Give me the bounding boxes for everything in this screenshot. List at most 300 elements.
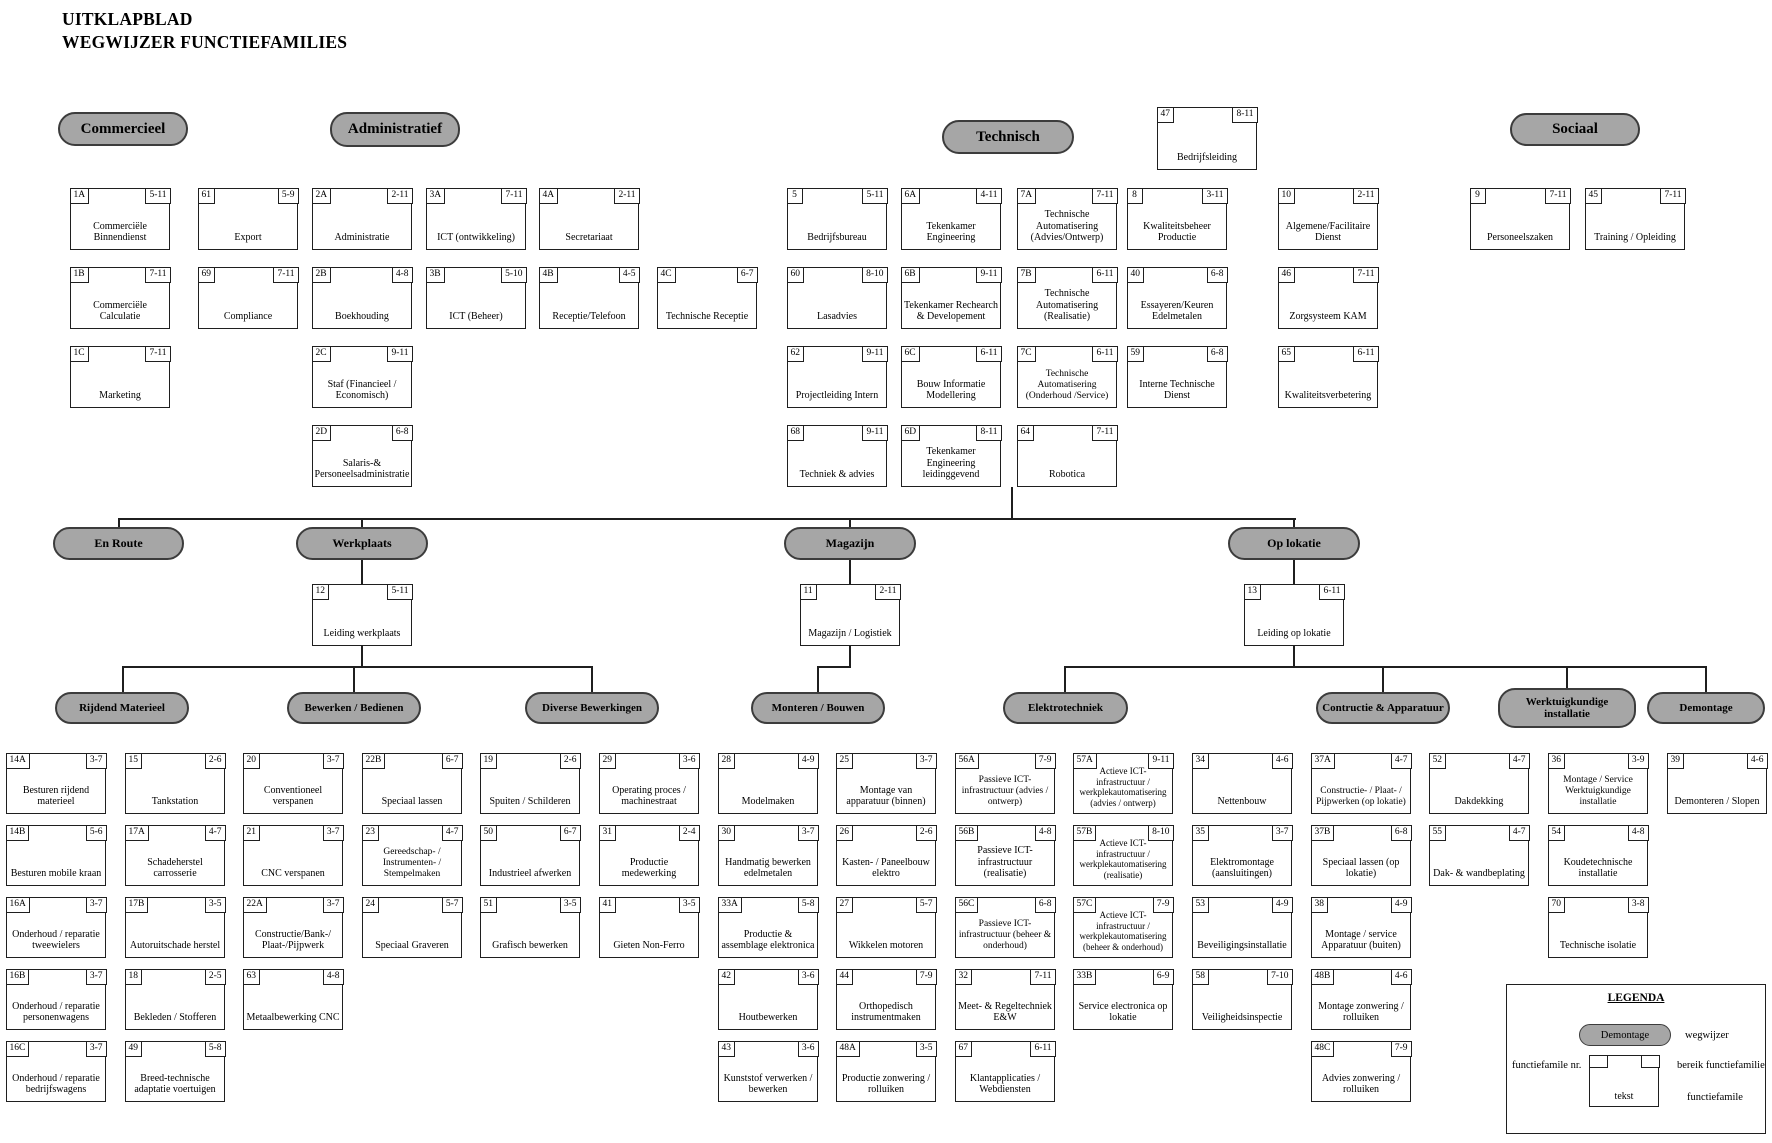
functiefamilie-label: Kwaliteitsverbetering [1284,390,1372,402]
functiefamilie-box-18 [125,969,225,1030]
functiefamilie-nr-tab: 36 [1548,753,1566,770]
functiefamilie-nr-tab: 7C [1017,346,1036,363]
functiefamilie-label: Tankstation [151,796,199,808]
bereik-functiefamilie-tab: 4-7 [205,825,226,842]
functiefamilie-box-68 [787,425,887,487]
connector-line [817,666,851,668]
functiefamilie-box-13 [1244,584,1344,646]
functiefamilie-box-1C [70,346,170,408]
functiefamilie-nr-tab: 22B [362,753,386,770]
functiefamilie-label: Onderhoud / reparatie bedrijfswagens [12,1072,100,1096]
functiefamilie-label: Klantapplicaties / Webdiensten [969,1072,1041,1096]
bereik-functiefamilie-tab: 8-10 [862,267,887,284]
functiefamilie-box-3B [426,267,526,329]
functiefamilie-box-34 [1192,753,1292,814]
functiefamilie-box-22A [243,897,343,958]
bereik-functiefamilie-tab: 4-5 [619,267,640,284]
bereik-functiefamilie-tab: 7-11 [1092,188,1117,205]
functiefamilie-nr-tab: 5 [787,188,803,205]
functiefamilie-box-42 [718,969,818,1030]
functiefamilie-nr-tab: 37B [1311,825,1335,842]
functiefamilie-nr-tab: 48C [1311,1041,1335,1058]
bereik-functiefamilie-tab: 2-5 [205,969,226,986]
bereik-functiefamilie-tab: 3-7 [798,825,819,842]
functiefamilie-label: ICT (Beheer) [449,311,503,323]
wegwijzer-elektrotechniek: Elektrotechniek [1003,692,1128,724]
page-title-line1: UITKLAPBLAD [62,9,193,29]
functiefamilie-label: Elektromontage (aansluitingen) [1210,856,1274,880]
functiefamilie-label: Bouw Informatie Modellering [916,378,986,402]
functiefamilie-label: Onderhoud / reparatie personenwagens [12,1000,100,1024]
bereik-functiefamilie-tab: 6-11 [1092,346,1117,363]
functiefamilie-nr-tab: 23 [362,825,380,842]
functiefamilie-label: Zorgsysteem KAM [1289,311,1367,323]
connector-line [849,646,851,668]
functiefamilie-box-67 [955,1041,1055,1102]
functiefamilie-label: Onderhoud / reparatie tweewielers [12,928,100,952]
functiefamilie-box-57C [1073,897,1173,958]
bereik-functiefamilie-tab: 2-11 [875,584,900,601]
bereik-functiefamilie-tab: 6-11 [1030,1041,1055,1058]
bereik-functiefamilie-tab: 5-6 [86,825,107,842]
bereik-functiefamilie-tab: 5-11 [387,584,412,601]
functiefamilie-box-31 [599,825,699,886]
wegwijzer-magazijn: Magazijn [784,527,916,560]
functiefamilie-box-1A [70,188,170,250]
bereik-functiefamilie-tab: 7-11 [145,346,170,363]
functiefamilie-label: Technische Automatisering (Advies/Ontwerp) [1030,209,1104,244]
bereik-functiefamilie-tab: 3-7 [323,825,344,842]
functiefamilie-nr-tab: 2B [312,267,331,284]
functiefamilie-nr-tab: 47 [1157,107,1175,124]
functiefamilie-box-17A [125,825,225,886]
functiefamilie-label: Training / Opleiding [1594,232,1676,244]
bereik-functiefamilie-tab: 4-11 [976,188,1001,205]
functiefamilie-box-56B [955,825,1055,886]
functiefamilie-label: Orthopedisch instrumentmaken [851,1000,921,1024]
functiefamilie-box-30 [718,825,818,886]
functiefamilie-box-54 [1548,825,1648,886]
functiefamilie-nr-tab: 56A [955,753,979,770]
wegwijzer-rijdend-materieel: Rijdend Materieel [55,692,189,724]
functiefamilie-nr-tab: 43 [718,1041,736,1058]
connector-line [122,668,124,692]
functiefamilie-box-7B [1017,267,1117,329]
functiefamilie-label: Kwaliteitsbeheer Productie [1143,220,1211,244]
bereik-functiefamilie-tab: 3-7 [916,753,937,770]
bereik-functiefamilie-tab: 2-11 [614,188,639,205]
functiefamilie-nr-tab: 16C [6,1041,30,1058]
bereik-functiefamilie-tab: 7-10 [1267,969,1292,986]
functiefamilie-nr-tab: 14A [6,753,30,770]
connector-line [361,560,363,584]
functiefamilie-nr-tab: 18 [125,969,143,986]
functiefamilie-box-9 [1470,188,1570,250]
functiefamilie-nr-tab: 58 [1192,969,1210,986]
functiefamilie-nr-tab: 27 [836,897,854,914]
functiefamilie-box-23 [362,825,462,886]
functiefamilie-label: Gereedschap- / Instrumenten- / Stempelmaken [382,846,442,879]
functiefamilie-label: Montage / Service Werktuigkundige installatie [1563,774,1633,807]
bereik-functiefamilie-tab: 9-11 [976,267,1001,284]
functiefamilie-nr-tab: 40 [1127,267,1145,284]
functiefamilie-label: Actieve ICT-infrastructuur / werkplekautomatisering (realisatie) [1079,838,1167,880]
functiefamilie-nr-tab: 61 [198,188,216,205]
functiefamilie-label: Commerciële Calculatie [93,299,147,323]
functiefamilie-box-2D [312,425,412,487]
functiefamilie-label: Productie zonwering / rolluiken [841,1072,931,1096]
functiefamilie-box-57B [1073,825,1173,886]
bereik-functiefamilie-tab: 9-11 [1148,753,1173,770]
functiefamilie-nr-tab: 3A [426,188,446,205]
legend-sample-box [1589,1055,1659,1107]
functiefamilie-label: Houtbewerken [738,1012,798,1024]
functiefamilie-nr-tab: 12 [312,584,330,601]
connector-line [1011,487,1013,520]
functiefamilie-nr-tab: 4B [539,267,558,284]
functiefamilie-box-51 [480,897,580,958]
functiefamilie-nr-tab: 44 [836,969,854,986]
functiefamilie-box-47 [1157,107,1257,170]
bereik-functiefamilie-tab: 2-4 [679,825,700,842]
functiefamilie-label: Algemene/Facilitaire Dienst [1285,220,1371,244]
wegwijzer-en-route: En Route [53,527,184,560]
bereik-functiefamilie-tab: 7-9 [1153,897,1174,914]
functiefamilie-label: Staf (Financieel / Economisch) [327,378,397,402]
functiefamilie-nr-tab: 26 [836,825,854,842]
page-title-line2: WEGWIJZER FUNCTIEFAMILIES [62,32,348,53]
connector-line [849,560,851,584]
functiefamilie-box-37B [1311,825,1411,886]
bereik-functiefamilie-tab: 5-11 [145,188,170,205]
legend-functiefamilie-label: functiefamile [1687,1092,1743,1103]
bereik-functiefamilie-tab: 4-9 [798,753,819,770]
bereik-functiefamilie-tab: 4-8 [1628,825,1649,842]
functiefamilie-box-64 [1017,425,1117,487]
functiefamilie-label: Bedrijfsleiding [1177,152,1237,164]
bereik-functiefamilie-tab: 5-8 [798,897,819,914]
bereik-functiefamilie-tab: 2-6 [560,753,581,770]
functiefamilie-box-6A [901,188,1001,250]
functiefamilie-box-43 [718,1041,818,1102]
bereik-functiefamilie-tab: 7-11 [1545,188,1570,205]
bereik-functiefamilie-tab: 8-10 [1148,825,1173,842]
functiefamilie-label: Spuiten / Schilderen [489,796,571,808]
functiefamilie-label: Lasadvies [817,311,857,323]
bereik-functiefamilie-tab: 6-8 [1207,346,1228,363]
functiefamilie-nr-tab: 2A [312,188,332,205]
functiefamilie-label: Speciaal lassen [381,796,443,808]
wegwijzer-op-lokatie: Op lokatie [1228,527,1360,560]
functiefamilie-label: Passieve ICT-infrastructuur (advies / ontwerp) [961,774,1049,807]
functiefamilie-label: Koudetechnische installatie [1563,856,1633,880]
functiefamilie-nr-tab: 17A [125,825,149,842]
functiefamilie-box-36 [1548,753,1648,814]
functiefamilie-label: Kasten- / Paneelbouw elektro [842,856,930,880]
functiefamilie-nr-tab: 8 [1127,188,1143,205]
wegwijzer-werkplaats: Werkplaats [296,527,428,560]
functiefamilie-label: Breed-technische adaptatie voertuigen [134,1072,216,1096]
functiefamilie-nr-tab: 45 [1585,188,1603,205]
bereik-functiefamilie-tab: 3-7 [1272,825,1293,842]
functiefamilie-label: Receptie/Telefoon [552,311,626,323]
functiefamilie-label: Administratie [334,232,390,244]
functiefamilie-box-37A [1311,753,1411,814]
functiefamilie-nr-tab: 34 [1192,753,1210,770]
functiefamilie-box-55 [1429,825,1529,886]
functiefamilie-nr-tab: 39 [1667,753,1685,770]
legend [1506,984,1766,1134]
bereik-functiefamilie-tab: 4-6 [1747,753,1768,770]
connector-line [1064,668,1066,692]
functiefamilie-label: Salaris-& Personeelsadministratie [314,457,410,481]
functiefamilie-box-56C [955,897,1055,958]
functiefamilie-box-2B [312,267,412,329]
connector-line [1064,666,1707,668]
connector-line [122,666,593,668]
functiefamilie-nr-tab: 4C [657,267,676,284]
functiefamilie-nr-tab: 25 [836,753,854,770]
functiefamilie-box-53 [1192,897,1292,958]
functiefamilie-box-4A [539,188,639,250]
functiefamilie-nr-tab: 1A [70,188,90,205]
functiefamilie-nr-tab: 38 [1311,897,1329,914]
bereik-functiefamilie-tab: 4-7 [1391,753,1412,770]
bereik-functiefamilie-tab: 3-5 [916,1041,937,1058]
functiefamilie-label: Advies zonwering / rolluiken [1321,1072,1401,1096]
legend-sample-range-tab [1641,1055,1660,1068]
bereik-functiefamilie-tab: 4-8 [392,267,413,284]
functiefamilie-label: CNC verspanen [261,868,325,880]
connector-line [1293,646,1295,668]
functiefamilie-box-5 [787,188,887,250]
functiefamilie-nr-tab: 6A [901,188,921,205]
functiefamilie-nr-tab: 24 [362,897,380,914]
functiefamilie-box-41 [599,897,699,958]
functiefamilie-label: Metaalbewerking CNC [246,1012,340,1024]
functiefamilie-nr-tab: 41 [599,897,617,914]
functiefamilie-label: Speciaal lassen (op lokatie) [1322,856,1400,880]
functiefamilie-box-48C [1311,1041,1411,1102]
functiefamilie-box-45 [1585,188,1685,250]
functiefamilie-box-16C [6,1041,106,1102]
bereik-functiefamilie-tab: 4-9 [1391,897,1412,914]
functiefamilie-box-29 [599,753,699,814]
functiefamilie-box-48A [836,1041,936,1102]
functiefamilie-nr-tab: 35 [1192,825,1210,842]
bereik-functiefamilie-tab: 6-11 [1353,346,1378,363]
wegwijzer-sociaal: Sociaal [1510,113,1640,146]
functiefamilie-box-69 [198,267,298,329]
functiefamilie-nr-tab: 14B [6,825,30,842]
functiefamilie-label: Wikkelen motoren [848,940,924,952]
bereik-functiefamilie-tab: 3-6 [798,1041,819,1058]
legend-tekst-label: tekst [1614,1091,1634,1102]
legend-functiefamilie-nr-label: functiefamile nr. [1512,1060,1582,1071]
functiefamilie-label: Constructie/Bank-/ Plaat-/Pijpwerk [254,928,332,952]
functiefamilie-box-21 [243,825,343,886]
functiefamilie-nr-tab: 16A [6,897,30,914]
wegwijzer-bewerken-bedienen: Bewerken / Bedienen [287,692,421,724]
functiefamilie-label: Dak- & wandbeplating [1433,868,1525,880]
functiefamilie-box-38 [1311,897,1411,958]
functiefamilie-nr-tab: 56B [955,825,979,842]
functiefamilie-label: Actieve ICT-infrastructuur / werkplekautomatisering (beheer & onderhoud) [1079,910,1167,952]
functiefamilie-label: Handmatig bewerken edelmetalen [725,856,811,880]
connector-line [817,668,819,692]
functiefamilie-nr-tab: 4A [539,188,559,205]
functiefamilie-label: Commerciële Binnendienst [93,220,147,244]
bereik-functiefamilie-tab: 6-8 [1207,267,1228,284]
functiefamilie-label: Constructie- / Plaat- / Pijpwerken (op lokatie) [1316,785,1406,807]
bereik-functiefamilie-tab: 3-6 [679,753,700,770]
functiefamilie-label: Passieve ICT-infrastructuur (beheer & onderhoud) [958,918,1052,951]
functiefamilie-box-4C [657,267,757,329]
bereik-functiefamilie-tab: 4-7 [442,825,463,842]
bereik-functiefamilie-tab: 9-11 [862,346,887,363]
functiefamilie-label: Productie medewerking [621,856,677,880]
functiefamilie-nr-tab: 33B [1073,969,1097,986]
functiefamilie-nr-tab: 68 [787,425,805,442]
bereik-functiefamilie-tab: 7-9 [1035,753,1056,770]
functiefamilie-nr-tab: 65 [1278,346,1296,363]
functiefamilie-label: Montage van apparatuur (binnen) [846,784,926,808]
bereik-functiefamilie-tab: 7-11 [1030,969,1055,986]
bereik-functiefamilie-tab: 6-11 [1319,584,1344,601]
functiefamilie-label: Tekenkamer Engineering [926,220,976,244]
functiefamilie-box-59 [1127,346,1227,408]
functiefamilie-box-14A [6,753,106,814]
functiefamilie-nr-tab: 59 [1127,346,1145,363]
functiefamilie-label: Actieve ICT-infrastructuur / werkplekautomatisering (advies / ontwerp) [1079,766,1167,808]
bereik-functiefamilie-tab: 5-9 [278,188,299,205]
bereik-functiefamilie-tab: 5-7 [442,897,463,914]
functiefamilie-label: Magazijn / Logistiek [808,628,892,640]
bereik-functiefamilie-tab: 4-6 [1272,753,1293,770]
functiefamilie-label: Modelmaken [741,796,795,808]
functiefamilie-label: Passieve ICT-infrastructuur (realisatie) [977,845,1033,880]
functiefamilie-label: Operating proces / machinestraat [612,784,686,808]
bereik-functiefamilie-tab: 5-11 [862,188,887,205]
functiefamilie-label: Personeelszaken [1486,232,1554,244]
bereik-functiefamilie-tab: 7-11 [1353,267,1378,284]
functiefamilie-nr-tab: 63 [243,969,261,986]
bereik-functiefamilie-tab: 8-11 [976,425,1001,442]
functiefamilie-label: Productie & assemblage elektronica [721,928,815,952]
functiefamilie-label: Tekenkamer Engineering leidinggevend [922,446,980,481]
functiefamilie-nr-tab: 6D [901,425,921,442]
functiefamilie-nr-tab: 49 [125,1041,143,1058]
functiefamilie-nr-tab: 19 [480,753,498,770]
functiefamilie-box-35 [1192,825,1292,886]
bereik-functiefamilie-tab: 3-11 [1202,188,1227,205]
bereik-functiefamilie-tab: 6-7 [560,825,581,842]
functiefamilie-label: Marketing [99,390,141,402]
functiefamilie-label: Grafisch bewerken [492,940,568,952]
functiefamilie-label: Kunststof verwerken / bewerken [723,1072,813,1096]
functiefamilie-nr-tab: 13 [1244,584,1262,601]
functiefamilie-nr-tab: 46 [1278,267,1296,284]
functiefamilie-nr-tab: 69 [198,267,216,284]
wegwijzer-demontage: Demontage [1647,692,1765,724]
functiefamilie-nr-tab: 57C [1073,897,1097,914]
wegwijzer-contructie-apparatuur: Contructie & Apparatuur [1316,692,1450,724]
connector-line [361,646,363,668]
functiefamilie-box-48B [1311,969,1411,1030]
functiefamilie-label: Export [234,232,262,244]
functiefamilie-nr-tab: 56C [955,897,979,914]
functiefamilie-box-2C [312,346,412,408]
functiefamilie-box-12 [312,584,412,646]
bereik-functiefamilie-tab: 7-11 [1092,425,1117,442]
functiefamilie-nr-tab: 7A [1017,188,1037,205]
bereik-functiefamilie-tab: 4-7 [1509,825,1530,842]
functiefamilie-box-25 [836,753,936,814]
connector-line [1293,560,1295,584]
functiefamilie-box-33B [1073,969,1173,1030]
connector-line [118,518,1296,520]
functiefamilie-nr-tab: 22A [243,897,267,914]
functiefamilie-label: Service electronica op lokatie [1078,1000,1168,1024]
functiefamilie-box-61 [198,188,298,250]
functiefamilie-label: Compliance [223,311,273,323]
functiefamilie-label: Secretariaat [565,232,613,244]
wegwijzer-administratief: Administratief [330,112,460,147]
connector-line [591,668,593,692]
bereik-functiefamilie-tab: 3-7 [86,969,107,986]
functiefamilie-box-26 [836,825,936,886]
functiefamilie-box-32 [955,969,1055,1030]
functiefamilie-nr-tab: 31 [599,825,617,842]
wegwijzer-diverse-bewerkingen: Diverse Bewerkingen [525,692,659,724]
legend-wegwijzer-label: wegwijzer [1685,1030,1729,1041]
bereik-functiefamilie-tab: 2-6 [916,825,937,842]
functiefamilie-nr-tab: 33A [718,897,742,914]
functiefamilie-label: Technische Automatisering (Realisatie) [1035,288,1099,323]
bereik-functiefamilie-tab: 6-9 [1153,969,1174,986]
wegwijzer-werktuigkundige-installatie: Werktuigkundige installatie [1498,688,1636,728]
functiefamilie-nr-tab: 16B [6,969,30,986]
functiefamilie-label: Besturen mobile kraan [10,868,102,880]
functiefamilie-box-60 [787,267,887,329]
functiefamilie-nr-tab: 70 [1548,897,1566,914]
functiefamilie-box-50 [480,825,580,886]
bereik-functiefamilie-tab: 7-11 [273,267,298,284]
bereik-functiefamilie-tab: 6-8 [1035,897,1056,914]
functiefamilie-label: Speciaal Graveren [375,940,449,952]
functiefamilie-nr-tab: 21 [243,825,261,842]
bereik-functiefamilie-tab: 7-9 [1391,1041,1412,1058]
functiefamilie-nr-tab: 28 [718,753,736,770]
functiefamilie-box-65 [1278,346,1378,408]
bereik-functiefamilie-tab: 3-5 [679,897,700,914]
bereik-functiefamilie-tab: 7-9 [916,969,937,986]
bereik-functiefamilie-tab: 4-8 [1035,825,1056,842]
bereik-functiefamilie-tab: 3-7 [86,753,107,770]
functiefamilie-box-28 [718,753,818,814]
functiefamilie-box-19 [480,753,580,814]
bereik-functiefamilie-tab: 4-8 [323,969,344,986]
bereik-functiefamilie-tab: 4-6 [1391,969,1412,986]
functiefamilie-label: Bedrijfsbureau [807,232,867,244]
functiefamilie-nr-tab: 37A [1311,753,1335,770]
functiefamilie-nr-tab: 29 [599,753,617,770]
functiefamilie-label: Technische Receptie [665,311,749,323]
bereik-functiefamilie-tab: 3-7 [86,897,107,914]
functiefamilie-box-16A [6,897,106,958]
legend-title: LEGENDA [1607,992,1665,1004]
functiefamilie-label: Bekleden / Stofferen [133,1012,217,1024]
